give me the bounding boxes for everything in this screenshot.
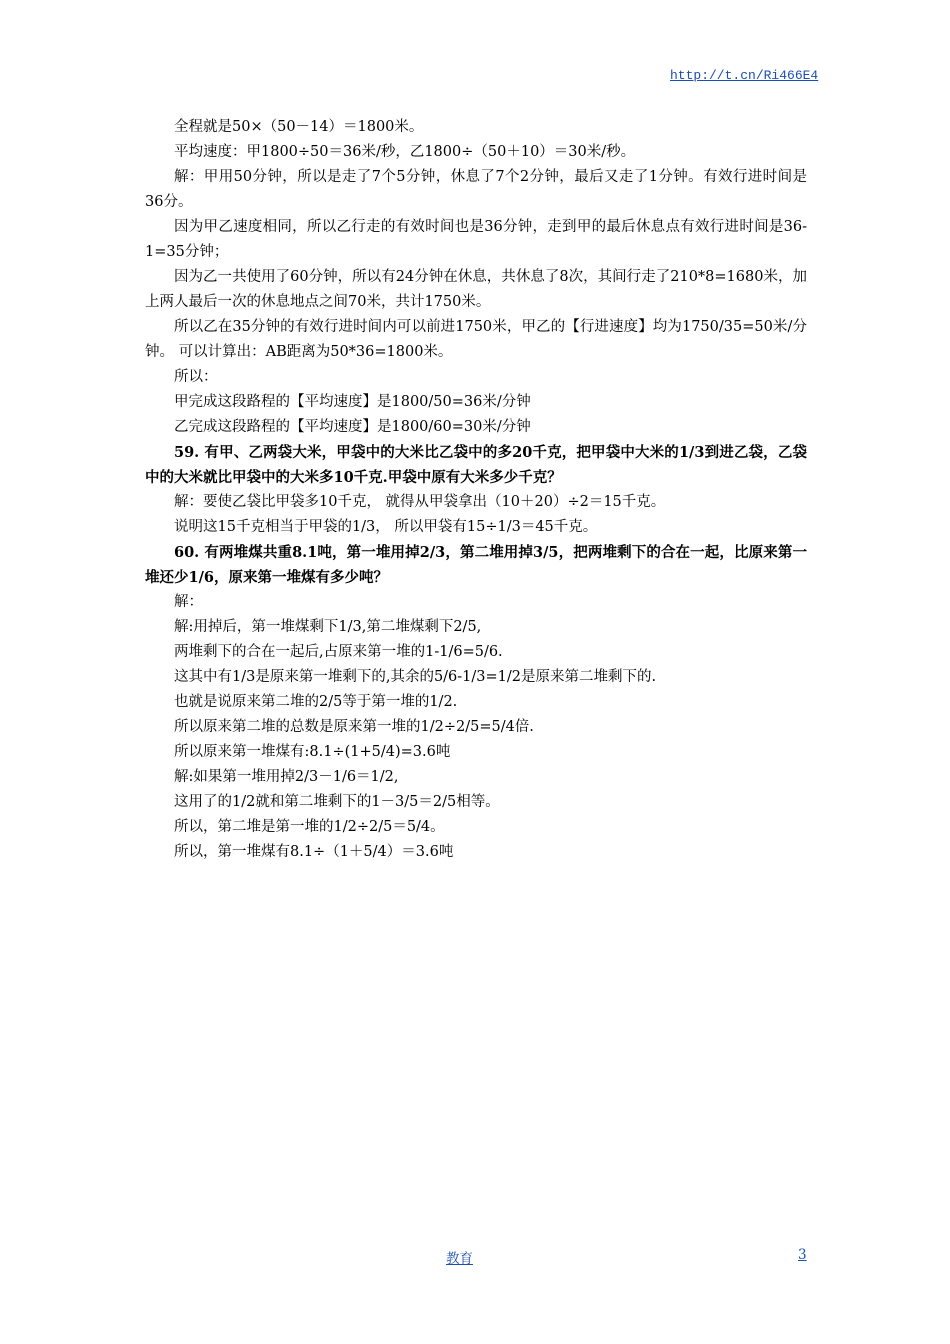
- header-link[interactable]: http://t.cn/Ri466E4: [670, 68, 819, 83]
- paragraph: 说明这15千克相当于甲袋的1/3， 所以甲袋有15÷1/3＝45千克。: [174, 519, 598, 535]
- paragraph: 也就是说原来第二堆的2/5等于第一堆的1/2.: [174, 694, 458, 710]
- paragraph: 这用了的1/2就和第二堆剩下的1－3/5＝2/5相等。: [174, 794, 500, 810]
- paragraph: 甲完成这段路程的【平均速度】是1800/50=36米/分钟: [174, 394, 531, 410]
- paragraph: 两堆剩下的合在一起后,占原来第一堆的1-1/6=5/6.: [174, 644, 503, 660]
- paragraph: 这其中有1/3是原来第一堆剩下的,其余的5/6-1/3=1/2是原来第二堆剩下的.: [174, 669, 657, 685]
- paragraph: 所以，第一堆煤有8.1÷（1＋5/4）＝3.6吨: [174, 844, 454, 860]
- paragraph: 解:如果第一堆用掉2/3－1/6＝1/2,: [174, 769, 399, 785]
- question-60: 60. 有两堆煤共重8.1吨，第一堆用掉2/3，第二堆用掉3/5，把两堆剩下的合在一起，比原来第一堆还少1/6，原来第一堆煤有多少吨？: [145, 544, 807, 586]
- paragraph: 解：: [174, 594, 203, 610]
- paragraph: 所以乙在35分钟的有效行进时间内可以前进1750米，甲乙的【行进速度】均为1750/35=50米/分钟。 可以计算出：AB距离为50*36=1800米。: [145, 319, 807, 360]
- paragraph: 所以：: [174, 369, 218, 385]
- paragraph: 乙完成这段路程的【平均速度】是1800/60=30米/分钟: [174, 419, 531, 435]
- paragraph: 所以原来第二堆的总数是原来第一堆的1/2÷2/5=5/4倍.: [174, 719, 534, 735]
- paragraph: 因为乙一共使用了60分钟，所以有24分钟在休息，共休息了8次，其间行走了210*8=1680米，加上两人最后一次的休息地点之间70米，共计1750米。: [145, 269, 807, 310]
- paragraph: 所以，第二堆是第一堆的1/2÷2/5＝5/4。: [174, 819, 445, 835]
- document-body: [145, 115, 807, 865]
- paragraph: 解：甲用50分钟，所以是走了7个5分钟，休息了7个2分钟，最后又走了1分钟。有效行进时间是36分。: [145, 169, 807, 210]
- paragraph: 全程就是50×（50－14）＝1800米。: [174, 119, 424, 135]
- paragraph: 因为甲乙速度相同，所以乙行走的有效时间也是36分钟，走到甲的最后休息点有效行进时间是36-1=35分钟；: [145, 219, 807, 260]
- footer-link[interactable]: 教育: [446, 1251, 473, 1267]
- paragraph: 解:用掉后，第一堆煤剩下1/3,第二堆煤剩下2/5,: [174, 619, 482, 635]
- question-59: 59. 有甲、乙两袋大米，甲袋中的大米比乙袋中的多20千克，把甲袋中大米的1/3到进乙袋，乙袋中的大米就比甲袋中的大米多10千克.甲袋中原有大米多少千克？: [145, 444, 807, 486]
- paragraph: 所以原来第一堆煤有:8.1÷(1+5/4)=3.6吨: [174, 744, 451, 760]
- page-number[interactable]: 3: [798, 1247, 807, 1263]
- paragraph: 平均速度：甲1800÷50＝36米/秒，乙1800÷（50＋10）＝30米/秒。: [174, 144, 636, 160]
- paragraph: 解：要使乙袋比甲袋多10千克， 就得从甲袋拿出（10＋20）÷2＝15千克。: [174, 494, 666, 510]
